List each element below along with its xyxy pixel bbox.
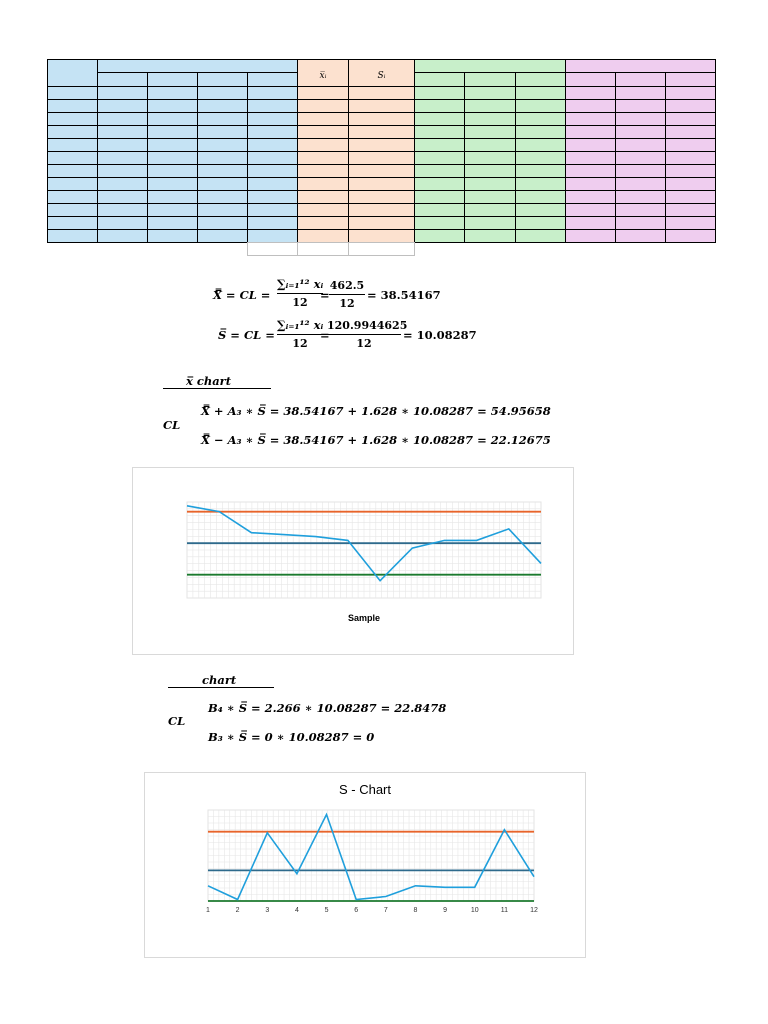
table-cell [665,151,716,165]
table-cell [147,177,198,191]
table-summary-cell [348,242,415,256]
table-header-cell [348,59,415,87]
table-cell [147,229,198,243]
table-cell [197,112,248,126]
xbarbar-value-denominator: 12 [339,297,355,310]
s-x-tick-label: 7 [383,907,388,914]
table-cell [414,99,465,113]
table-cell [97,112,148,126]
table-cell [414,151,465,165]
table-cell [565,177,616,191]
table-cell [665,177,716,191]
table-cell [665,229,716,243]
table-cell [414,203,465,217]
table-header-cell [247,72,298,87]
table-cell [414,177,465,191]
table-cell [665,216,716,230]
table-cell [47,151,98,165]
sbar-result: = 10.08287 [403,328,477,342]
table-cell [615,203,666,217]
table-cell [147,164,198,178]
table-cell [464,229,516,243]
xbar-chart [133,468,573,654]
table-cell [565,164,616,178]
table-cell [414,86,465,100]
table-cell [348,138,415,152]
table-cell [515,99,566,113]
xbarbar-value-numerator: 462.5 [329,279,365,295]
table-cell [615,190,666,204]
table-cell [197,229,248,243]
table-cell [47,229,98,243]
table-cell [247,138,298,152]
table-cell [348,190,415,204]
table-header-cell [665,72,716,87]
s-x-tick-label: 11 [500,907,509,914]
sbar-sum-numerator: ∑ᵢ₌₁¹² xᵢ [277,318,323,335]
table-cell [665,99,716,113]
table-cell [247,99,298,113]
table-header-cell [615,72,666,87]
table-cell [197,164,248,178]
table-cell [147,86,198,100]
xbarbar-sum-numerator: ∑ᵢ₌₁¹² xᵢ [277,277,323,294]
table-cell [97,125,148,139]
table-cell [97,190,148,204]
data-table [0,0,768,260]
table-cell [414,112,465,126]
table-cell [97,216,148,230]
table-header-cell [147,72,198,87]
table-group-header [414,59,566,73]
xbar-x-axis-label: Sample [347,613,380,623]
sbar-lhs: S̅ = CL = [218,328,275,342]
s-x-tick-label: 2 [235,907,240,914]
table-cell [297,177,349,191]
s-x-tick-label: 5 [324,907,329,914]
table-cell [147,190,198,204]
table-cell [147,138,198,152]
xbar-chart-heading: x̅ chart [186,374,232,388]
table-cell [615,86,666,100]
table-cell [97,86,148,100]
table-cell [297,229,349,243]
s-x-tick-label: 3 [265,907,270,914]
table-cell [197,125,248,139]
table-cell [47,86,98,100]
table-cell [147,216,198,230]
table-cell [515,229,566,243]
s-x-tick-label: 9 [443,907,448,914]
table-cell [348,216,415,230]
table-cell [297,203,349,217]
table-cell [615,151,666,165]
table-cell [247,203,298,217]
table-cell [197,138,248,152]
xbar-i-header: x̅ᵢ [319,71,327,81]
s-chart-heading: chart [202,673,237,687]
table-cell [197,203,248,217]
table-cell [348,112,415,126]
table-cell [147,203,198,217]
table-cell [247,177,298,191]
table-cell [464,86,516,100]
table-cell [297,138,349,152]
table-cell [147,125,198,139]
s-x-tick-label: 10 [470,907,479,914]
table-cell [297,99,349,113]
s-chart-title: S - Chart [338,782,391,797]
table-cell [297,112,349,126]
table-cell [615,112,666,126]
xbar-chart-frame [132,467,574,655]
table-cell [615,216,666,230]
xbar-cl-label: CL [163,418,181,432]
table-cell [565,125,616,139]
sbar-value-fraction [327,319,408,350]
table-cell [247,164,298,178]
sbar-eq: = [320,328,330,342]
table-cell [565,138,616,152]
table-cell [247,229,298,243]
table-cell [565,190,616,204]
table-cell [348,229,415,243]
s-chart [145,773,585,957]
table-cell [615,164,666,178]
table-cell [665,86,716,100]
table-cell [297,151,349,165]
table-cell [464,138,516,152]
s-x-tick-label: 6 [354,907,359,914]
table-cell [515,216,566,230]
s-cl-label: CL [168,714,186,728]
table-cell [47,125,98,139]
table-cell [464,99,516,113]
table-cell [47,216,98,230]
table-header-cell [47,59,98,87]
table-header-cell [464,72,516,87]
table-cell [615,177,666,191]
table-cell [97,229,148,243]
table-cell [348,203,415,217]
s-x-tick-label: 12 [530,907,538,914]
table-cell [247,112,298,126]
table-cell [97,203,148,217]
table-cell [565,151,616,165]
table-cell [97,164,148,178]
sbar-value-numerator: 120.9944625 [327,319,401,335]
table-header-cell [297,59,349,87]
table-cell [197,216,248,230]
table-summary-cell [297,242,349,256]
table-cell [47,190,98,204]
xbarbar-value-fraction [329,279,365,310]
table-cell [615,125,666,139]
table-cell [197,86,248,100]
table-cell [515,138,566,152]
table-cell [97,138,148,152]
table-header-cell [515,72,566,87]
table-cell [515,164,566,178]
table-group-header [565,59,716,73]
table-cell [348,86,415,100]
table-cell [97,177,148,191]
table-cell [565,203,616,217]
table-cell [414,216,465,230]
table-header-cell [197,72,248,87]
table-summary-cell [247,242,298,256]
table-cell [147,151,198,165]
table-cell [47,99,98,113]
table-cell [97,99,148,113]
table-cell [414,125,465,139]
table-cell [665,164,716,178]
xbar-ucl-formula: X̿ + A₃ ∗ S̅ = 38.54167 + 1.628 ∗ 10.08287 = 54.95658 [201,404,551,418]
table-cell [515,125,566,139]
table-cell [247,216,298,230]
table-cell [515,190,566,204]
sbar-sum-denominator: 12 [292,337,308,350]
table-cell [197,190,248,204]
table-cell [565,229,616,243]
table-cell [147,112,198,126]
table-cell [47,203,98,217]
s-x-tick-label: 4 [294,907,299,914]
table-cell [464,177,516,191]
xbar-heading-rule [163,388,271,389]
s-chart-frame [144,772,586,958]
table-cell [348,164,415,178]
table-cell [464,216,516,230]
table-cell [515,112,566,126]
table-cell [348,99,415,113]
table-cell [247,125,298,139]
table-cell [97,151,148,165]
table-header-cell [565,72,616,87]
table-header-cell [97,72,148,87]
table-cell [464,112,516,126]
sbar-sum-fraction [277,318,323,350]
table-cell [615,99,666,113]
table-cell [47,138,98,152]
s-lcl-formula: B₃ ∗ S̅ = 0 ∗ 10.08287 = 0 [208,730,375,744]
table-cell [565,86,616,100]
table-cell [565,112,616,126]
table-cell [297,190,349,204]
table-cell [565,99,616,113]
table-cell [515,151,566,165]
sbar-value-denominator: 12 [356,337,372,350]
table-cell [247,190,298,204]
s-heading-rule [168,687,274,688]
table-cell [414,164,465,178]
table-cell [197,99,248,113]
xbarbar-lhs: X̿ = CL = [213,288,271,302]
table-header-cell [414,72,465,87]
xbarbar-result: = 38.54167 [367,288,441,302]
table-cell [515,203,566,217]
s-i-header: Sᵢ [377,71,386,81]
table-cell [247,151,298,165]
table-cell [197,177,248,191]
table-cell [414,138,465,152]
table-cell [247,86,298,100]
table-cell [665,138,716,152]
table-cell [297,164,349,178]
table-cell [297,86,349,100]
table-cell [414,229,465,243]
table-cell [348,125,415,139]
xbarbar-eq: = [320,288,330,302]
xbarbar-sum-fraction [277,277,323,309]
table-cell [515,177,566,191]
s-x-tick-label: 8 [413,907,418,914]
table-cell [348,151,415,165]
table-cell [147,99,198,113]
table-cell [297,216,349,230]
xbar-lcl-formula: X̿ − A₃ ∗ S̅ = 38.54167 + 1.628 ∗ 10.08287 = 22.12675 [201,433,551,447]
table-cell [464,164,516,178]
table-cell [197,151,248,165]
table-cell [615,138,666,152]
table-cell [665,112,716,126]
table-cell [414,190,465,204]
s-ucl-formula: B₄ ∗ S̅ = 2.266 ∗ 10.08287 = 22.8478 [208,701,447,715]
table-cell [515,86,566,100]
table-group-header [97,59,298,73]
table-cell [665,125,716,139]
table-cell [348,177,415,191]
table-cell [665,203,716,217]
xbarbar-sum-denominator: 12 [292,296,308,309]
table-cell [615,229,666,243]
table-cell [665,190,716,204]
table-cell [297,125,349,139]
s-x-tick-label: 1 [206,907,210,914]
table-cell [464,203,516,217]
table-cell [47,112,98,126]
table-cell [464,151,516,165]
table-cell [565,216,616,230]
table-cell [464,125,516,139]
table-cell [47,164,98,178]
table-cell [464,190,516,204]
table-cell [47,177,98,191]
